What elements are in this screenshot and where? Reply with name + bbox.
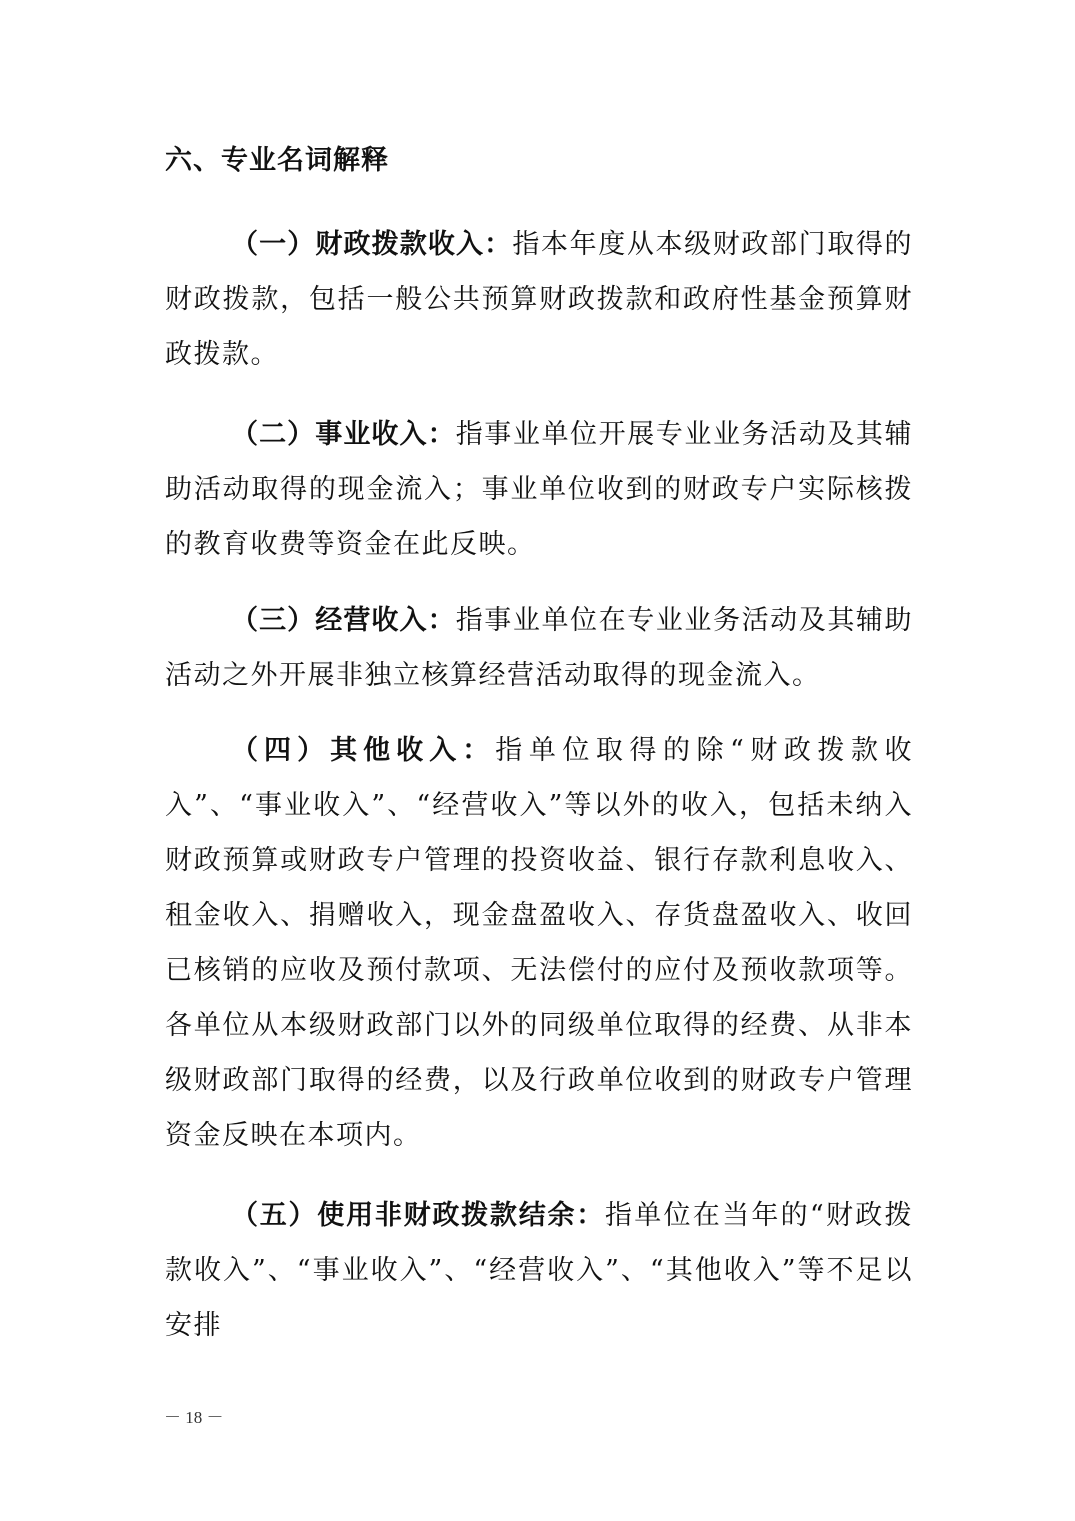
term-label: （五）使用非财政拨款结余： — [231, 1200, 605, 1231]
paragraph-fiscal-appropriation-income — [165, 217, 913, 382]
paragraph-operating-income — [165, 593, 913, 703]
term-definition: 指事业单位开展专业业务活动及其辅助活动取得的现金流入；事业单位收到的财政专户实际核拨的教育收费等资金在此反映。 — [165, 419, 914, 560]
page-number: － 18 － — [164, 1408, 224, 1427]
term-definition: 指单位取得的除“财政拨款收入”、“事业收入”、“经营收入”等以外的收入，包括未纳入财政预算或财政专户管理的投资收益、银行存款利息收入、租金收入、捐赠收入，现金盘盈收入、存货盘盈收入、收回已核销的应收及预付款项、无法偿付的应付及预收款项等。各单位从本级财政部门以外的同级单位取得的经费、从非本级财政部门取得的经费，以及行政单位收到的财政专户管理资金反映在本项内。 — [165, 735, 913, 1151]
term-label: （三）经营收入： — [231, 605, 456, 636]
term-label: （四）其他收入： — [231, 735, 496, 766]
section-title: 六、专业名词解释 — [165, 145, 389, 176]
term-definition: 指事业单位在专业业务活动及其辅助活动之外开展非独立核算经营活动取得的现金流入。 — [165, 605, 914, 691]
paragraph-other-income — [165, 723, 913, 1163]
term-definition: 指本年度从本级财政部门取得的财政拨款，包括一般公共预算财政拨款和政府性基金预算财政拨款。 — [165, 229, 914, 370]
term-label: （二）事业收入： — [231, 419, 456, 450]
term-label: （一）财政拨款收入： — [231, 229, 513, 260]
paragraph-non-fiscal-balance-used — [165, 1188, 913, 1353]
paragraph-business-income — [165, 407, 913, 572]
term-definition: 指单位在当年的“财政拨款收入”、“事业收入”、“经营收入”、“其他收入”等不足以安排 — [165, 1200, 913, 1341]
